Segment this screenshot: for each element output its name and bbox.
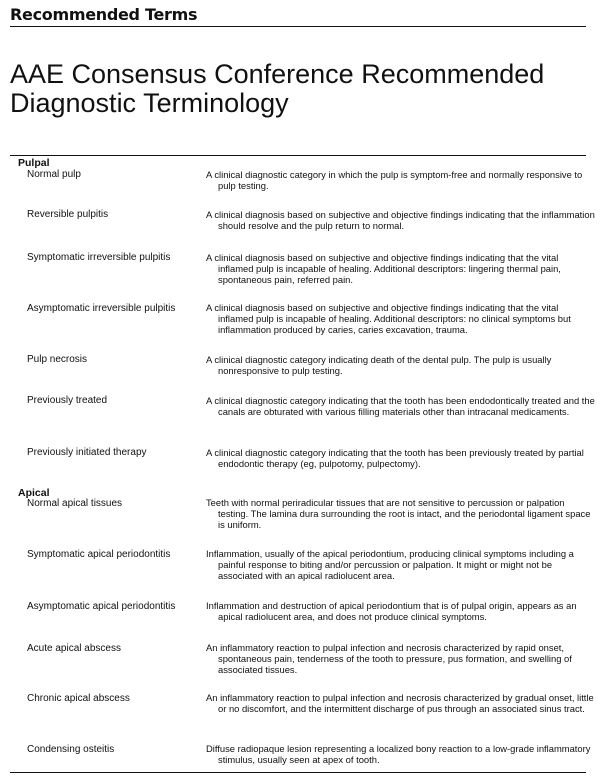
term-previously-initiated-therapy: Previously initiated therapy <box>27 447 147 458</box>
running-header <box>10 4 586 27</box>
definition-asymptomatic-irreversible-pulpitis: A clinical diagnosis based on subjective and objective findings indicating that the vital inflamed pulp is incapable of healing. Additional descriptors: no clinical symptoms but inflammation produced by caries, caries excavation, trauma. <box>206 302 571 335</box>
definition-chronic-apical-abscess: An inflammatory reaction to pulpal infection and necrosis characterized by gradual onset, little or no discomfort, and the intermittent discharge of pus through an associated sinus tract. <box>206 692 594 714</box>
table-bottom-rule <box>10 772 586 773</box>
term-reversible-pulpitis: Reversible pulpitis <box>27 209 109 220</box>
term-symptomatic-apical-periodontitis: Symptomatic apical periodontitis <box>27 549 171 560</box>
term-asymptomatic-irreversible-pulpitis: Asymptomatic irreversible pulpitis <box>27 303 176 314</box>
term-condensing-osteitis: Condensing osteitis <box>27 744 115 755</box>
term-normal-pulp: Normal pulp <box>27 169 81 180</box>
definition-symptomatic-apical-periodontitis: Inflammation, usually of the apical periodontium, producing clinical symptoms including a painful response to biting and/or percussion or palpation. It might or might not be associated with an apical radiolucent area. <box>206 548 574 581</box>
term-pulp-necrosis: Pulp necrosis <box>27 354 88 365</box>
definition-pulp-necrosis: A clinical diagnostic category indicating death of the dental pulp. The pulp is usually nonresponsive to pulp testing. <box>206 354 552 376</box>
definition-normal-pulp: A clinical diagnostic category in which the pulp is symptom-free and normally responsive to pulp testing. <box>206 169 583 191</box>
term-symptomatic-irreversible-pulpitis: Symptomatic irreversible pulpitis <box>27 252 171 263</box>
definition-condensing-osteitis: Diffuse radiopaque lesion representing a localized bony reaction to a low-grade inflammatory stimulus, usually seen at apex of tooth. <box>206 743 591 765</box>
section-heading-apical: Apical <box>18 487 50 499</box>
definition-previously-initiated-therapy: A clinical diagnostic category indicating that the tooth has been previously treated by partial endodontic therapy (eg, pulpotomy, pulpectomy). <box>206 447 584 469</box>
definition-previously-treated: A clinical diagnostic category indicating that the tooth has been endodontically treated and the canals are obturated with various filling materials other than intracanal medicaments. <box>206 395 595 417</box>
term-acute-apical-abscess: Acute apical abscess <box>27 643 121 654</box>
definition-acute-apical-abscess: An inflammatory reaction to pulpal infection and necrosis characterized by rapid onset, spontaneous pain, tenderness of the tooth to pressure, pus formation, and swelling of associated tissues. <box>206 642 572 675</box>
document-title: AAE Consensus Conference Recommended Diagnostic Terminology <box>10 59 545 118</box>
table-top-rule <box>10 155 586 156</box>
running-header-title: Recommended Terms <box>10 5 198 24</box>
section-heading-pulpal: Pulpal <box>18 157 50 169</box>
definition-asymptomatic-apical-periodontitis: Inflammation and destruction of apical periodontium that is of pulpal origin, appears as an apical radiolucent area, and does not produce clinical symptoms. <box>206 600 577 622</box>
definition-symptomatic-irreversible-pulpitis: A clinical diagnosis based on subjective and objective findings indicating that the vital inflamed pulp is incapable of healing. Additional descriptors: lingering thermal pain, spontaneous pain, referred pain. <box>206 252 561 285</box>
term-chronic-apical-abscess: Chronic apical abscess <box>27 693 130 704</box>
term-previously-treated: Previously treated <box>27 395 108 406</box>
definition-normal-apical-tissues: Teeth with normal periradicular tissues that are not sensitive to percussion or palpation testing. The lamina dura surrounding the root is intact, and the periodontal ligament space is uniform. <box>206 497 591 530</box>
term-normal-apical-tissues: Normal apical tissues <box>27 498 123 509</box>
definition-reversible-pulpitis: A clinical diagnosis based on subjective and objective findings indicating that the inflammation should resolve and the pulp return to normal. <box>206 209 595 231</box>
term-asymptomatic-apical-periodontitis: Asymptomatic apical periodontitis <box>27 601 176 612</box>
